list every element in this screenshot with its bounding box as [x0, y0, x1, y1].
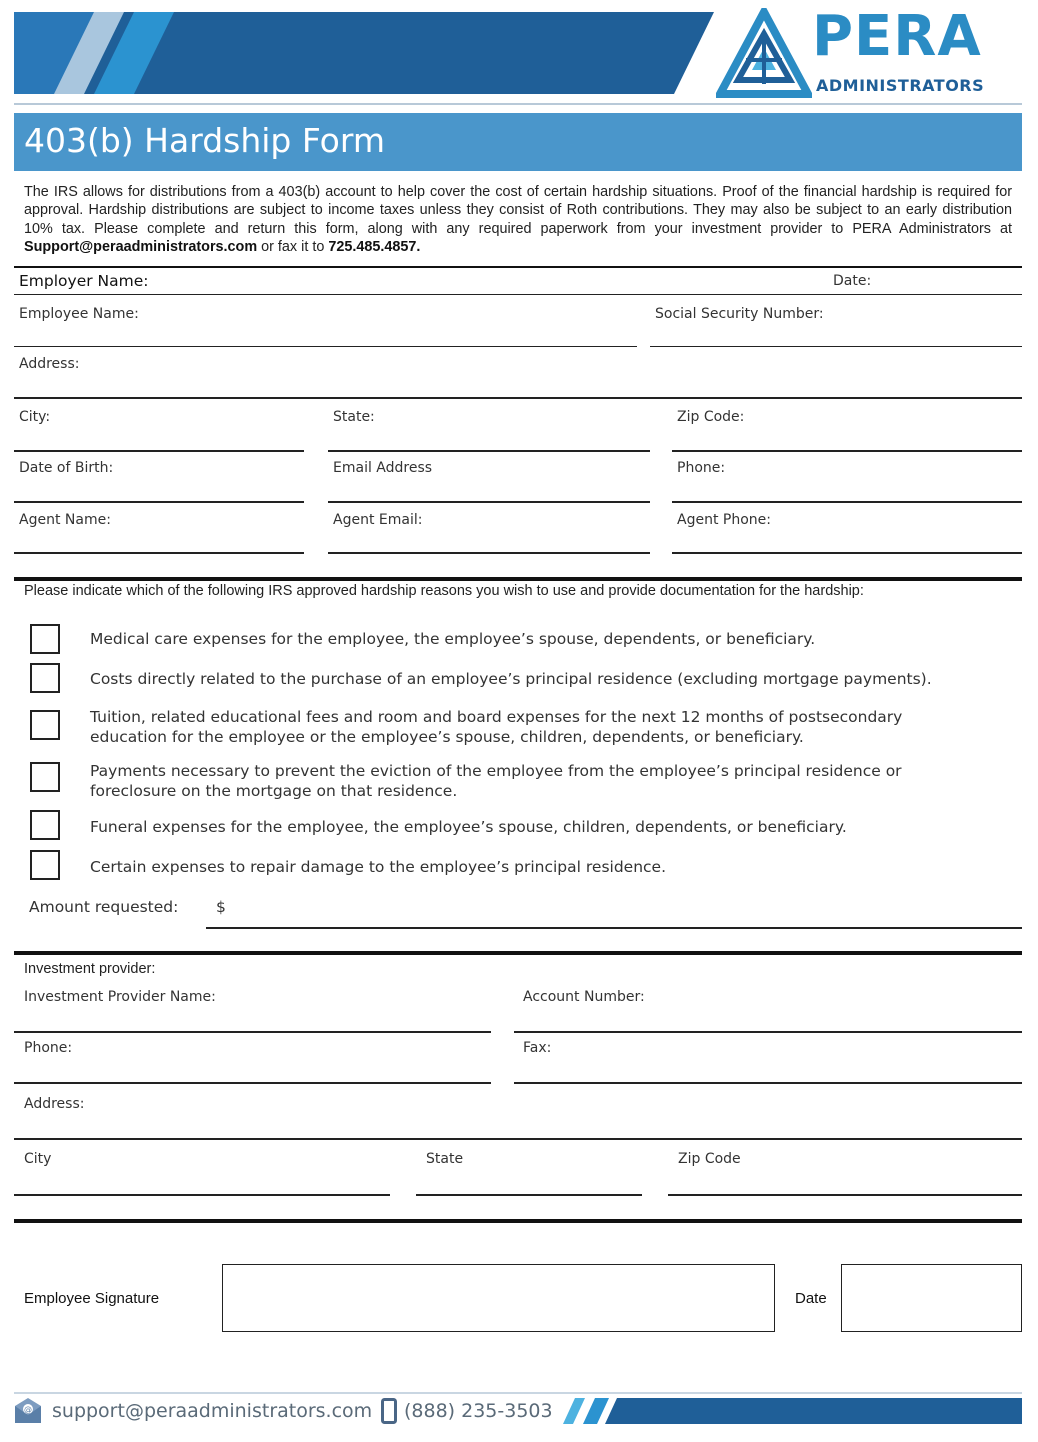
intro-text: The IRS allows for distributions from a 403(b) account to help cover the cost of certain hardship situations. Proof of the financial hardship is required for approval. Hardship distributions are subject to income taxes unless they consist of Roth contributions. They may also be subject to an early distribution 10% tax. Please complete and return this form, along with any required paperwork from your investment provider to PERA Administrators at — [24, 184, 1012, 237]
reason-checkbox-repair[interactable] — [30, 850, 60, 880]
footer-email[interactable]: support@peraadministrators.com — [52, 1400, 373, 1422]
reason-checkbox-tuition[interactable] — [30, 710, 60, 740]
address-field[interactable] — [14, 397, 1022, 399]
employer-name-field[interactable] — [14, 294, 1022, 295]
phone-icon — [381, 1398, 397, 1424]
provider-state-field[interactable] — [416, 1194, 642, 1196]
date-label: Date: — [833, 273, 872, 289]
investment-divider — [14, 951, 1022, 955]
reason-residence-purchase: Costs directly related to the purchase of an employee’s principal residence (excluding mortgage payments). — [90, 670, 932, 688]
agent-email-label: Agent Email: — [333, 512, 423, 528]
footer-divider — [14, 1392, 1022, 1394]
account-number-field[interactable] — [514, 1031, 1022, 1033]
email-label: Email Address — [333, 460, 433, 476]
agent-name-label: Agent Name: — [19, 512, 111, 528]
ssn-label: Social Security Number: — [655, 306, 824, 322]
support-email-link[interactable]: Support@peraadministrators.com — [24, 238, 258, 255]
fax-number: 725.485.4857. — [328, 238, 421, 255]
employee-name-field[interactable] — [14, 346, 637, 347]
provider-state-label: State — [426, 1151, 464, 1167]
city-label: City: — [19, 409, 51, 425]
signature-divider — [14, 1219, 1022, 1223]
ssn-field[interactable] — [650, 346, 1022, 347]
reason-tuition: Tuition, related educational fees and room and board expenses for the next 12 months of postsecondary education for the employee or the employee’s spouse, children, dependents, or beneficiary. — [90, 708, 903, 746]
provider-fax-field[interactable] — [514, 1082, 1022, 1084]
phone-label: Phone: — [677, 460, 726, 476]
employer-name-label: Employer Name: — [19, 272, 149, 290]
currency-symbol: $ — [216, 898, 226, 916]
provider-name-label: Investment Provider Name: — [24, 989, 216, 1005]
reason-checkbox-eviction[interactable] — [30, 762, 60, 792]
svg-text:@: @ — [24, 1405, 32, 1414]
logo-mark-icon — [716, 8, 812, 100]
intro-paragraph — [24, 183, 1012, 256]
reason-repair: Certain expenses to repair damage to the employee’s principal residence. — [90, 858, 667, 876]
provider-address-label: Address: — [24, 1096, 85, 1112]
email-icon — [14, 1398, 42, 1424]
provider-address-field[interactable] — [14, 1138, 1022, 1140]
signature-date-box[interactable] — [841, 1264, 1022, 1332]
phone-field[interactable] — [672, 501, 1022, 503]
employee-signature-label: Employee Signature — [24, 1290, 160, 1307]
hardship-divider — [14, 577, 1022, 581]
provider-phone-label: Phone: — [24, 1040, 73, 1056]
dob-label: Date of Birth: — [19, 460, 114, 476]
footer-stripe-band — [553, 1398, 1022, 1424]
logo — [716, 4, 1016, 100]
header-banner — [14, 12, 714, 94]
city-field[interactable] — [14, 450, 304, 452]
reason-eviction: Payments necessary to prevent the eviction of the employee from the employee’s principal residence or foreclosure on the mortgage on that residence. — [90, 762, 902, 800]
provider-city-field[interactable] — [14, 1194, 390, 1196]
agent-phone-field[interactable] — [672, 552, 1022, 554]
state-label: State: — [333, 409, 375, 425]
employee-signature-box[interactable] — [222, 1264, 775, 1332]
zip-label: Zip Code: — [677, 409, 745, 425]
provider-city-label: City — [24, 1151, 52, 1167]
agent-name-field[interactable] — [14, 552, 304, 554]
reason-checkbox-residence-purchase[interactable] — [30, 663, 60, 693]
provider-name-field[interactable] — [14, 1031, 491, 1033]
header-divider — [14, 103, 1022, 105]
header-stripes — [14, 12, 714, 94]
provider-fax-label: Fax: — [523, 1040, 552, 1056]
agent-phone-label: Agent Phone: — [677, 512, 771, 528]
email-field[interactable] — [328, 501, 650, 503]
signature-date-label: Date — [795, 1290, 827, 1307]
employee-name-label: Employee Name: — [19, 306, 139, 322]
section-divider — [14, 266, 1022, 268]
amount-field[interactable] — [206, 927, 1022, 929]
logo-subtitle: ADMINISTRATORS — [816, 76, 985, 95]
reason-checkbox-funeral[interactable] — [30, 810, 60, 840]
reason-funeral: Funeral expenses for the employee, the employee’s spouse, children, dependents, or beneficiary. — [90, 818, 847, 836]
footer-phone[interactable]: (888) 235-3503 — [404, 1400, 553, 1422]
agent-email-field[interactable] — [328, 552, 650, 554]
provider-phone-field[interactable] — [14, 1082, 491, 1084]
zip-field[interactable] — [672, 450, 1022, 452]
page-title: 403(b) Hardship Form — [24, 121, 385, 160]
account-number-label: Account Number: — [523, 989, 645, 1005]
title-bar — [14, 113, 1022, 171]
hardship-instructions: Please indicate which of the following IRS approved hardship reasons you wish to use and provide documentation for the hardship: — [24, 583, 864, 599]
reason-checkbox-medical[interactable] — [30, 624, 60, 654]
provider-zip-field[interactable] — [668, 1194, 1022, 1196]
address-label: Address: — [19, 356, 80, 372]
provider-zip-label: Zip Code — [678, 1151, 741, 1167]
dob-field[interactable] — [14, 501, 304, 503]
amount-label: Amount requested: — [29, 898, 179, 916]
investment-heading: Investment provider: — [24, 961, 156, 977]
logo-title: PERA — [812, 4, 982, 69]
reason-medical: Medical care expenses for the employee, the employee’s spouse, dependents, or beneficiary. — [90, 630, 816, 648]
intro-middle: or fax it to — [257, 238, 329, 255]
state-field[interactable] — [328, 450, 650, 452]
